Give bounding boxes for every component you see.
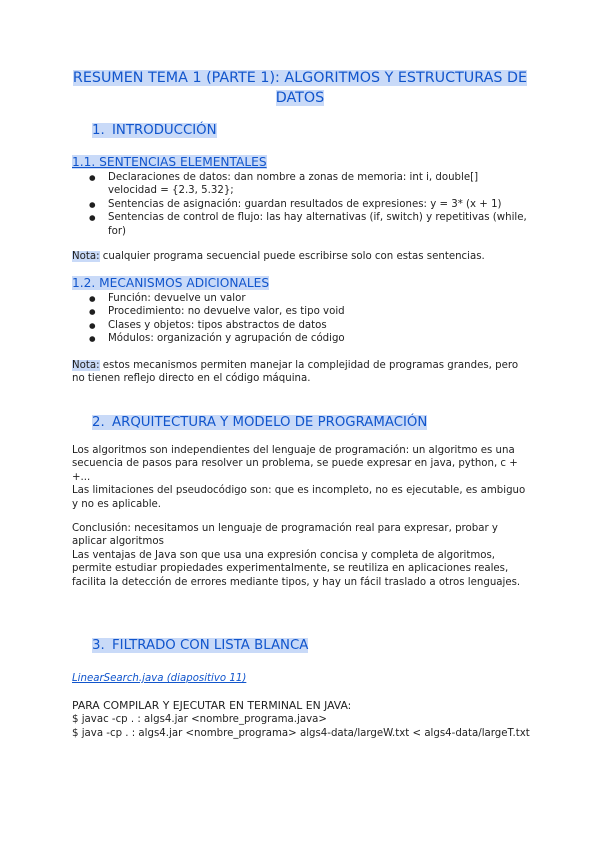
- list-item: ● Función: devuelve un valor: [72, 292, 528, 305]
- section-1-heading: 1. INTRODUCCIÓN: [92, 123, 217, 138]
- elementary-statements-list: [72, 171, 528, 238]
- additional-mechanisms-list: [72, 292, 528, 346]
- note-1-2: Nota: estos mecanismos permiten manejar la complejidad de programas grandes, pero no tienen reflejo directo en el código máquina.: [72, 360, 519, 385]
- section-2-paragraph-1: Los algoritmos son independientes del lenguaje de programación: un algoritmo es una secuencia de pasos para resolver un problema, se puede expresar en java, python, c + +... Las limitaciones del pseudocódigo son: que es incompleto, no es ejecutable, es ambiguo y no es aplicable.: [72, 445, 526, 510]
- subsection-1-2-heading: 1.2. MECANISMOS ADICIONALES: [72, 276, 270, 290]
- section-2-paragraph-2: Conclusión: necesitamos un lenguaje de programación real para expresar, probar y aplicar algoritmos Las ventajas de Java son que usa una expresión concisa y completa de algoritmos, permite estudiar propiedades experimentalmente, se reutiliza en aplicaciones reales, facilita la detección de errores mediante tipos, y hay un fácil traslado a otros lenguajes.: [72, 523, 521, 588]
- compile-command: $ javac -cp . : algs4.jar <nombre_programa.java>: [72, 714, 327, 725]
- section-2-heading: 2. ARQUITECTURA Y MODELO DE PROGRAMACIÓN: [92, 415, 428, 430]
- run-command: $ java -cp . : algs4.jar <nombre_programa> algs4-data/largeW.txt < algs4-data/largeT.txt: [72, 728, 530, 739]
- section-3-heading: 3. FILTRADO CON LISTA BLANCA: [92, 638, 309, 653]
- list-item: ● Declaraciones de datos: dan nombre a zonas de memoria: int i, double[] velocidad = {2.3, 5.32};: [72, 171, 528, 198]
- list-item: ● Procedimiento: no devuelve valor, es tipo void: [72, 305, 528, 318]
- list-item: ● Clases y objetos: tipos abstractos de datos: [72, 319, 528, 332]
- compile-heading: PARA COMPILAR Y EJECUTAR EN TERMINAL EN JAVA:: [72, 699, 352, 712]
- linear-search-link[interactable]: LinearSearch.java (diapositivo 11): [72, 673, 247, 684]
- list-item: ● Sentencias de control de flujo: las hay alternativas (if, switch) y repetitivas (while, for): [72, 211, 528, 238]
- subsection-1-1-heading: 1.1. SENTENCIAS ELEMENTALES: [72, 155, 267, 169]
- list-item: ● Sentencias de asignación: guardan resultados de expresiones: y = 3* (x + 1): [72, 198, 528, 211]
- list-item: ● Módulos: organización y agrupación de código: [72, 332, 528, 345]
- document-title: RESUMEN TEMA 1 (PARTE 1): ALGORITMOS Y ESTRUCTURAS DE DATOS: [72, 70, 528, 106]
- note-1-1: Nota: cualquier programa secuencial puede escribirse solo con estas sentencias.: [72, 251, 485, 262]
